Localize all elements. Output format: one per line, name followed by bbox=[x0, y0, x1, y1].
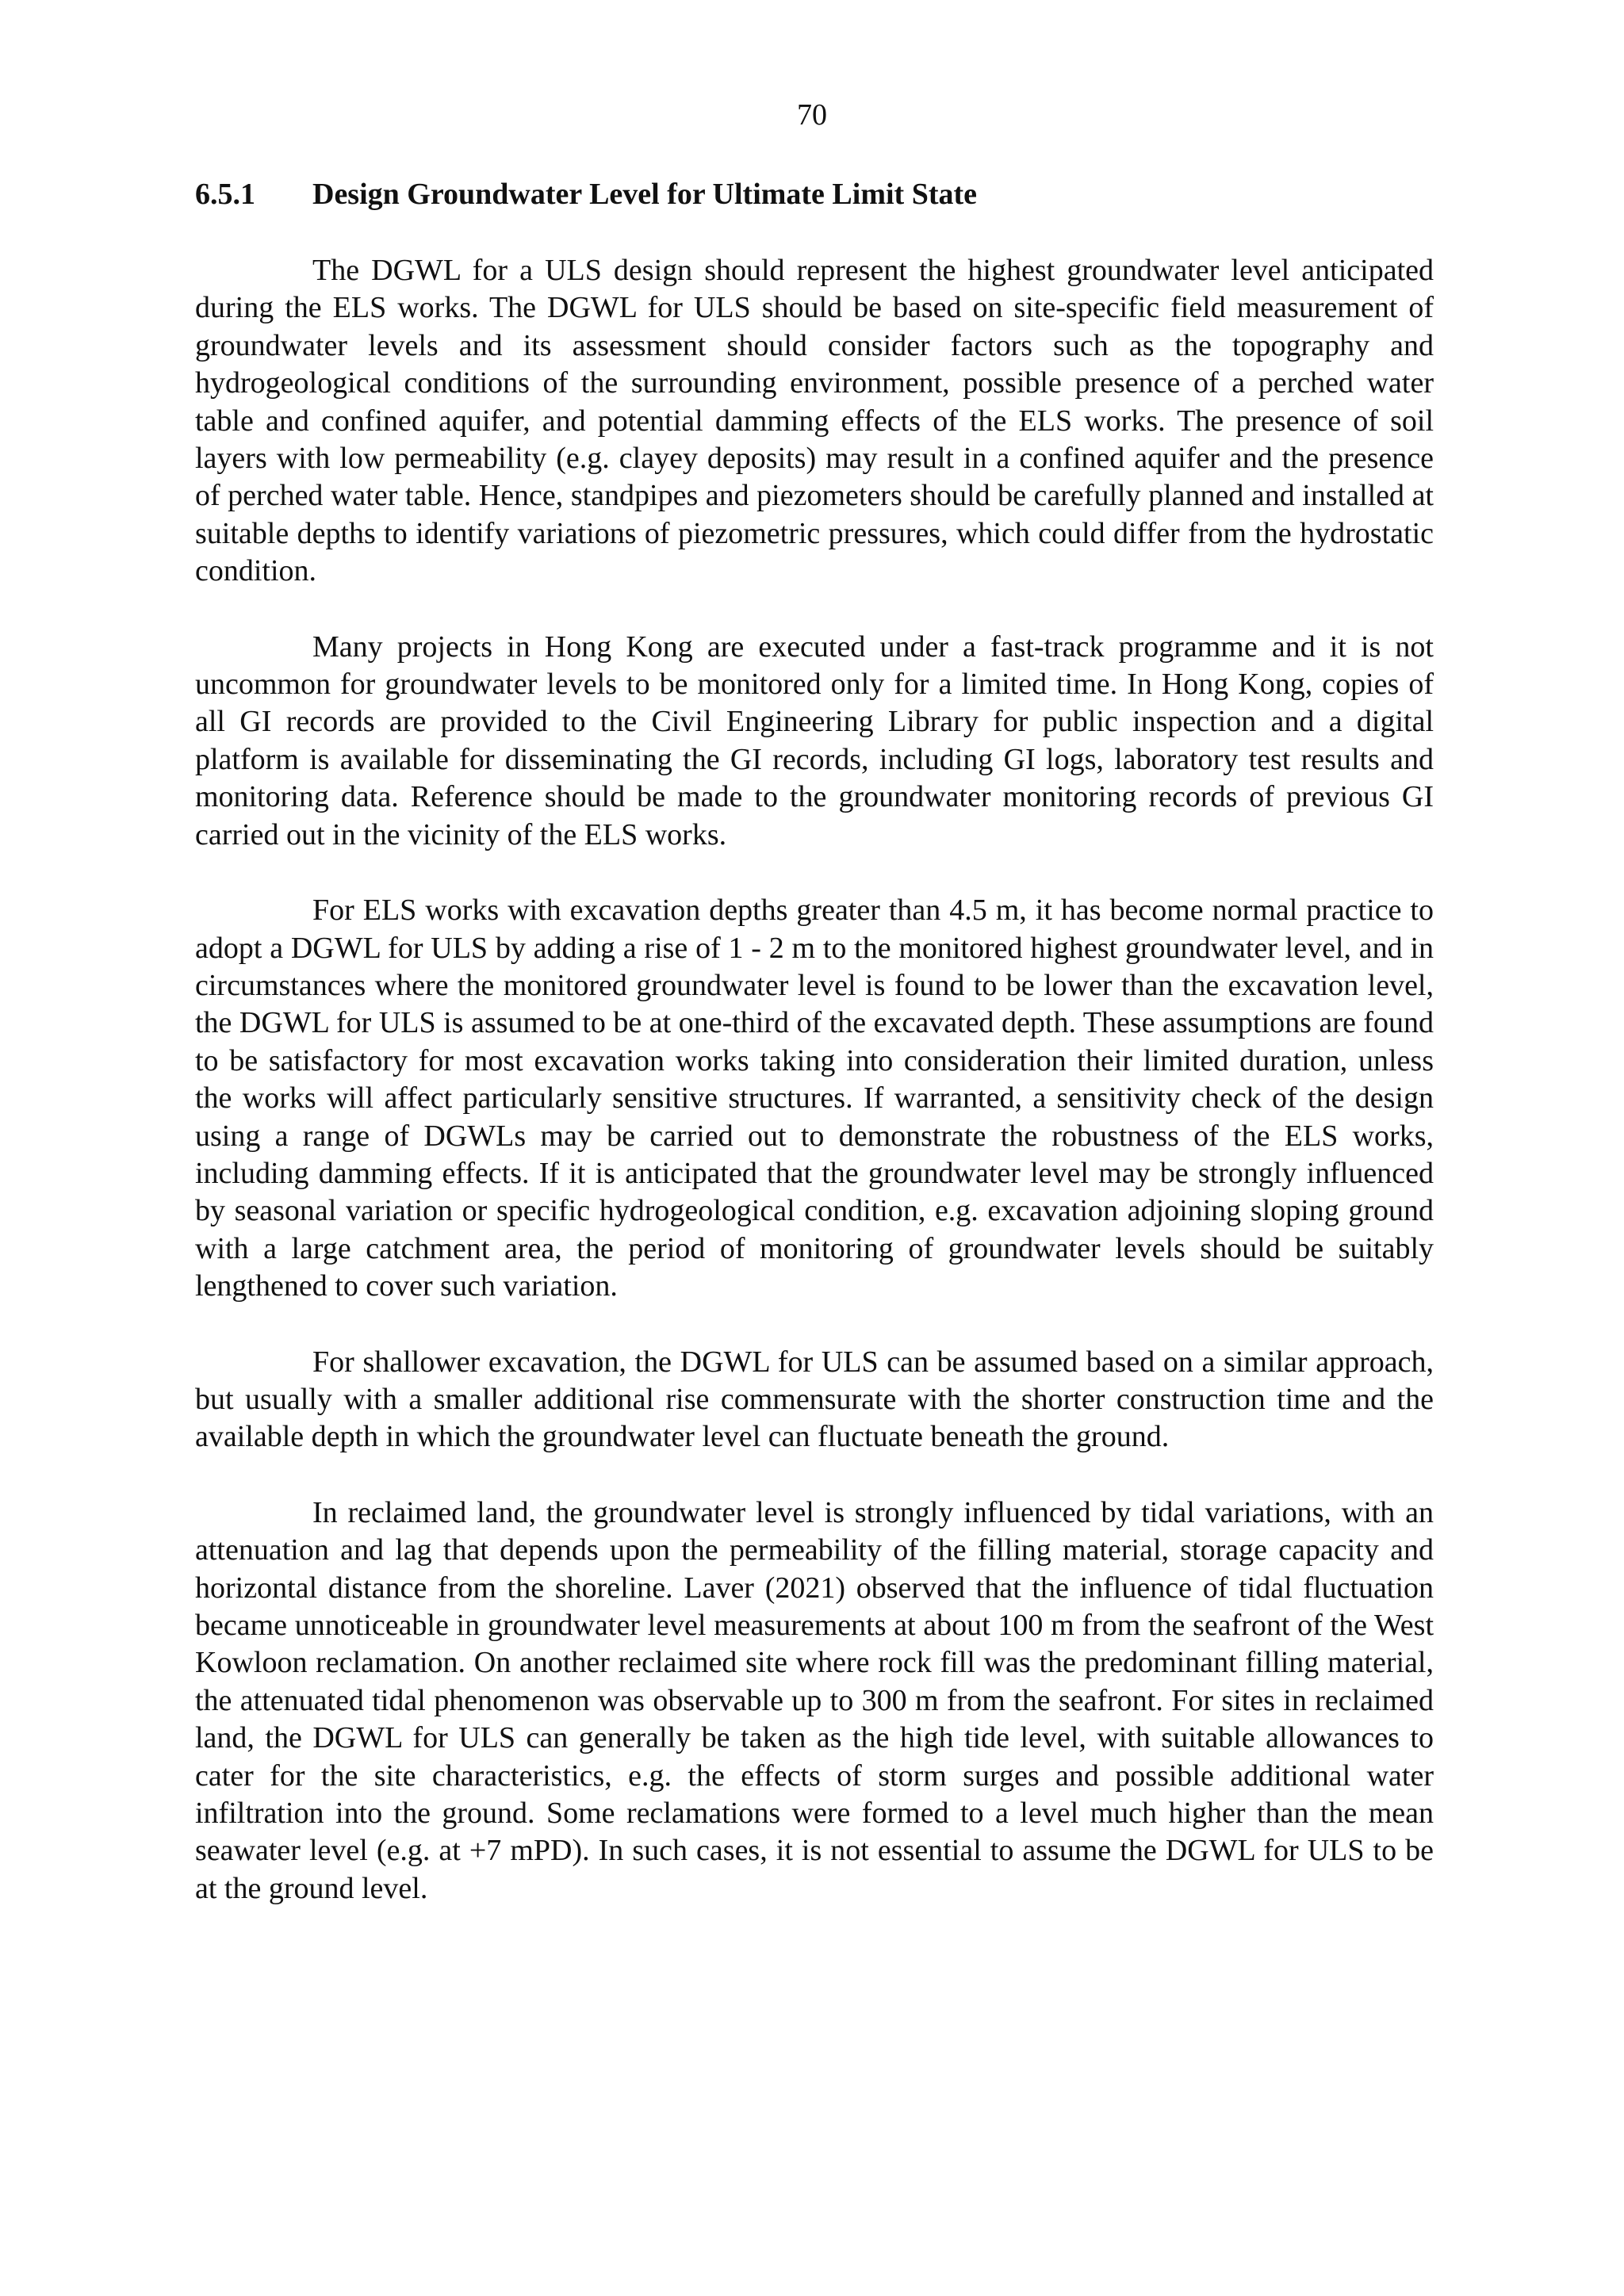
section-title: Design Groundwater Level for Ultimate Limit State bbox=[312, 178, 978, 211]
body-text bbox=[195, 252, 1434, 1946]
section-number: 6.5.1 bbox=[195, 178, 255, 211]
section-heading bbox=[195, 176, 977, 212]
paragraph-fast-track-monitoring: Many projects in Hong Kong are executed under a fast-track programme and it is not uncommon for groundwater levels to be monitored only for a limited time. In Hong Kong, copies of all GI records are provided to the Civil Engineering Library for public inspection and a digital platform is available for disseminating the GI records, including GI logs, laboratory test results and monitoring data. Reference should be made to the groundwater monitoring records of previous GI carried out in the vicinity of the ELS works. bbox=[195, 629, 1434, 851]
page-number: 70 bbox=[797, 98, 827, 132]
paragraph-deep-excavation-practice: For ELS works with excavation depths greater than 4.5 m, it has become normal practice to adopt a DGWL for ULS by adding a rise of 1 - 2 m to the monitored highest groundwater level, and in circumstances where the monitored groundwater level is found to be lower than the excavation level, the DGWL for ULS is assumed to be at one-third of the excavated depth. These assumptions are found to be satisfactory for most excavation works taking into consideration their limited duration, unless the works will affect particularly sensitive structures. If warranted, a sensitivity check of the design using a range of DGWLs may be carried out to demonstrate the robustness of the ELS works, including damming effects. If it is anticipated that the groundwater level may be strongly influenced by seasonal variation or specific hydrogeological condition, e.g. excavation adjoining sloping ground with a large catchment area, the period of monitoring of groundwater levels should be suitably lengthened to cover such variation. bbox=[195, 894, 1434, 1303]
paragraph-reclaimed-land: In reclaimed land, the groundwater level is strongly influenced by tidal variations, with an attenuation and lag that depends upon the permeability of the filling material, storage capacity and horizontal distance from the shoreline. Laver (2021) observed that the influence of tidal fluctuation became unnoticeable in groundwater level measurements at about 100 m from the seafront of the West Kowloon reclamation. On another reclaimed site where rock fill was the predominant filling material, the attenuated tidal phenomenon was observable up to 300 m from the seafront. For sites in reclaimed land, the DGWL for ULS can generally be taken as the high tide level, with suitable allowances to cater for the site characteristics, e.g. the effects of storm surges and possible additional water infiltration into the ground. Some reclamations were formed to a level much higher than the mean seawater level (e.g. at +7 mPD). In such cases, it is not essential to assume the DGWL for ULS to be at the ground level. bbox=[195, 1495, 1434, 1905]
paragraph-shallow-excavation: For shallower excavation, the DGWL for ULS can be assumed based on a similar approach, but usually with a smaller additional rise commensurate with the shorter construction time and the available depth in which the groundwater level can fluctuate beneath the ground. bbox=[195, 1345, 1434, 1454]
paragraph-uls-dgwl-definition: The DGWL for a ULS design should represent the highest groundwater level anticipated during the ELS works. The DGWL for ULS should be based on site-specific field measurement of groundwater levels and its assessment should consider factors such as the topography and hydrogeological conditions of the surrounding environment, possible presence of a perched water table and confined aquifer, and potential damming effects of the ELS works. The presence of soil layers with low permeability (e.g. clayey deposits) may result in a confined aquifer and the presence of perched water table. Hence, standpipes and piezometers should be carefully planned and installed at suitable depths to identify variations of piezometric pressures, which could differ from the hydrostatic condition. bbox=[195, 254, 1434, 588]
